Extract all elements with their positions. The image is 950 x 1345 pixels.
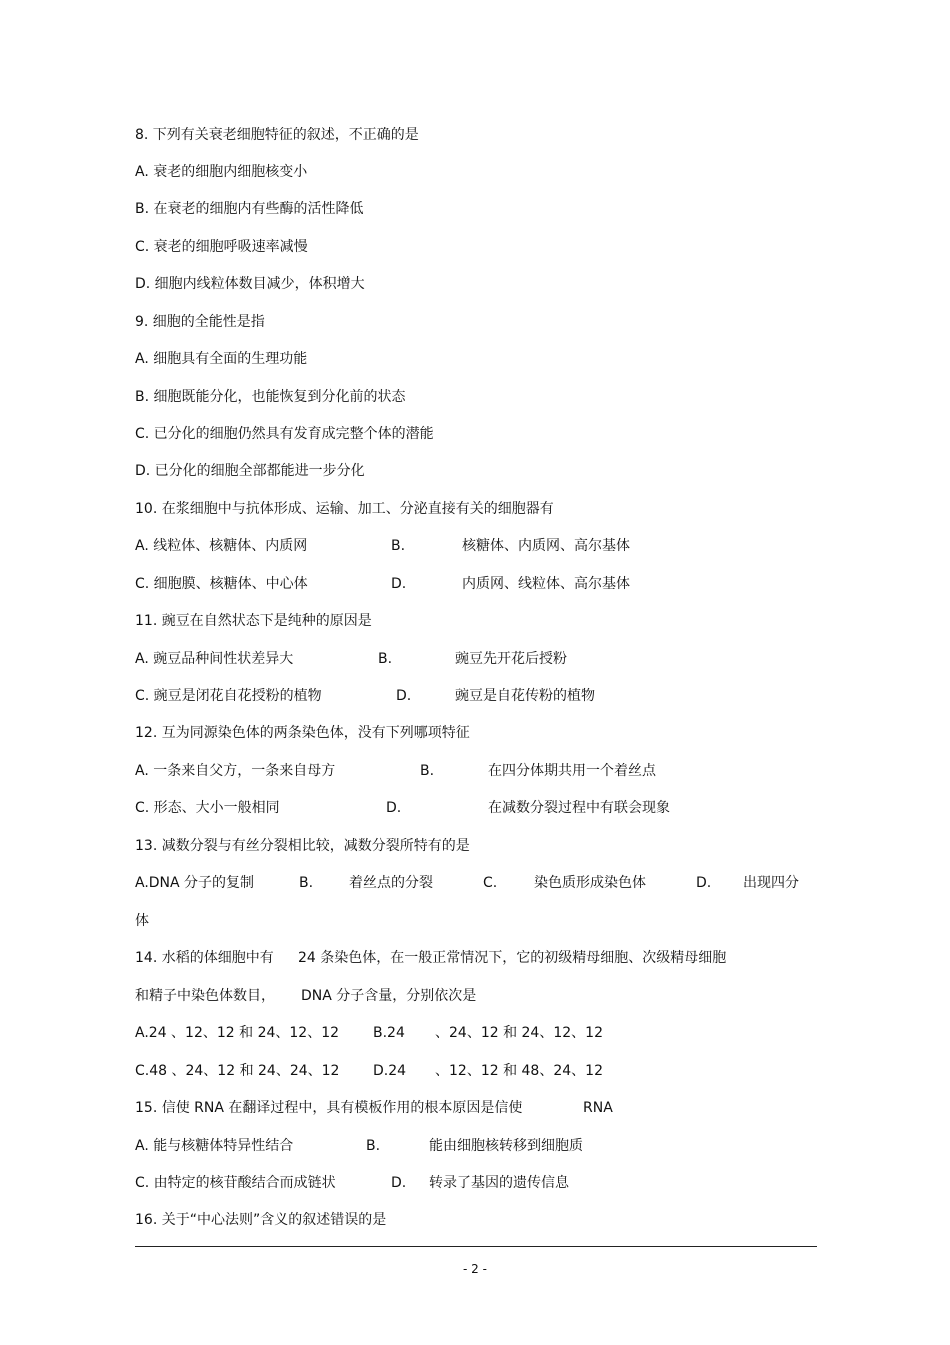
q14-stem-line2b: DNA 分子含量，分别依次是 bbox=[301, 988, 477, 1004]
q10-option-d-label: D. bbox=[391, 576, 407, 592]
q12-option-d: 在减数分裂过程中有联会现象 bbox=[488, 800, 670, 816]
q15-option-b: 能由细胞核转移到细胞质 bbox=[429, 1138, 583, 1154]
q15-option-b-label: B. bbox=[366, 1138, 381, 1154]
q11-option-d-label: D. bbox=[396, 688, 412, 704]
q14-option-b-part1: B.24 bbox=[373, 1025, 405, 1041]
q8-option-c: C. 衰老的细胞呼吸速率减慢 bbox=[135, 239, 308, 255]
q15-option-a: A. 能与核糖体特异性结合 bbox=[135, 1138, 294, 1154]
q8-option-d: D. 细胞内线粒体数目减少，体积增大 bbox=[135, 276, 365, 292]
q14-option-d-part1: D.24 bbox=[373, 1063, 407, 1079]
q13-option-d-label: D. bbox=[696, 875, 712, 891]
q12-option-c: C. 形态、大小一般相同 bbox=[135, 800, 280, 816]
q9-option-c: C. 已分化的细胞仍然具有发育成完整个体的潜能 bbox=[135, 426, 434, 442]
q11-option-a: A. 豌豆品种间性状差异大 bbox=[135, 651, 294, 667]
q15-option-d: 转录了基因的遗传信息 bbox=[429, 1175, 569, 1191]
q11-stem: 11. 豌豆在自然状态下是纯种的原因是 bbox=[135, 613, 372, 629]
q14-option-c: C.48 、24、12 和 24、24、12 bbox=[135, 1063, 340, 1079]
q15-option-c: C. 由特定的核苷酸结合而成链状 bbox=[135, 1175, 336, 1191]
q15-stem-part2: RNA bbox=[583, 1100, 613, 1116]
q14-stem-line2a: 和精子中染色体数目， bbox=[135, 988, 275, 1004]
q10-option-a: A. 线粒体、核糖体、内质网 bbox=[135, 538, 308, 554]
q9-option-a: A. 细胞具有全面的生理功能 bbox=[135, 351, 308, 367]
q11-option-d: 豌豆是自花传粉的植物 bbox=[455, 688, 595, 704]
q15-stem-part1: 15. 信使 RNA 在翻译过程中，具有模板作用的根本原因是信使 bbox=[135, 1100, 523, 1116]
page-number: - 2 - bbox=[463, 1262, 487, 1276]
footer-rule bbox=[135, 1246, 817, 1247]
q10-option-b: 核糖体、内质网、高尔基体 bbox=[462, 538, 630, 554]
q10-option-c: C. 细胞膜、核糖体、中心体 bbox=[135, 576, 308, 592]
q10-option-b-label: B. bbox=[391, 538, 406, 554]
q14-stem-line1b: 24 条染色体，在一般正常情况下，它的初级精母细胞、次级精母细胞 bbox=[298, 950, 727, 966]
q13-option-b-label: B. bbox=[299, 875, 314, 891]
q8-stem: 8. 下列有关衰老细胞特征的叙述，不正确的是 bbox=[135, 127, 419, 143]
q13-option-a: A.DNA 分子的复制 bbox=[135, 875, 255, 891]
q11-option-b: 豌豆先开花后授粉 bbox=[455, 651, 567, 667]
q11-option-c: C. 豌豆是闭花自花授粉的植物 bbox=[135, 688, 322, 704]
q12-option-d-label: D. bbox=[386, 800, 402, 816]
q13-option-d: 出现四分 bbox=[743, 875, 799, 891]
q14-option-b-part2: 、24、12 和 24、12、12 bbox=[435, 1025, 603, 1041]
q9-option-d: D. 已分化的细胞全部都能进一步分化 bbox=[135, 463, 365, 479]
q13-stem: 13. 减数分裂与有丝分裂相比较，减数分裂所特有的是 bbox=[135, 838, 470, 854]
q9-option-b: B. 细胞既能分化，也能恢复到分化前的状态 bbox=[135, 389, 406, 405]
q14-stem-line1a: 14. 水稻的体细胞中有 bbox=[135, 950, 274, 966]
q12-option-b-label: B. bbox=[420, 763, 435, 779]
q9-stem: 9. 细胞的全能性是指 bbox=[135, 314, 265, 330]
q8-option-b: B. 在衰老的细胞内有些酶的活性降低 bbox=[135, 201, 364, 217]
q10-stem: 10. 在浆细胞中与抗体形成、运输、加工、分泌直接有关的细胞器有 bbox=[135, 501, 554, 517]
q14-option-a: A.24 、12、12 和 24、12、12 bbox=[135, 1025, 340, 1041]
q13-option-c-label: C. bbox=[483, 875, 498, 891]
q12-option-b: 在四分体期共用一个着丝点 bbox=[488, 763, 656, 779]
q12-stem: 12. 互为同源染色体的两条染色体，没有下列哪项特征 bbox=[135, 725, 470, 741]
q11-option-b-label: B. bbox=[378, 651, 393, 667]
q13-option-b: 着丝点的分裂 bbox=[349, 875, 433, 891]
q13-option-d-continued: 体 bbox=[135, 913, 149, 929]
q10-option-d: 内质网、线粒体、高尔基体 bbox=[462, 576, 630, 592]
q12-option-a: A. 一条来自父方，一条来自母方 bbox=[135, 763, 336, 779]
q13-option-c: 染色质形成染色体 bbox=[534, 875, 646, 891]
q16-stem: 16. 关于“中心法则”含义的叙述错误的是 bbox=[135, 1212, 387, 1228]
q8-option-a: A. 衰老的细胞内细胞核变小 bbox=[135, 164, 308, 180]
q15-option-d-label: D. bbox=[391, 1175, 407, 1191]
q14-option-d-part2: 、12、12 和 48、24、12 bbox=[435, 1063, 603, 1079]
